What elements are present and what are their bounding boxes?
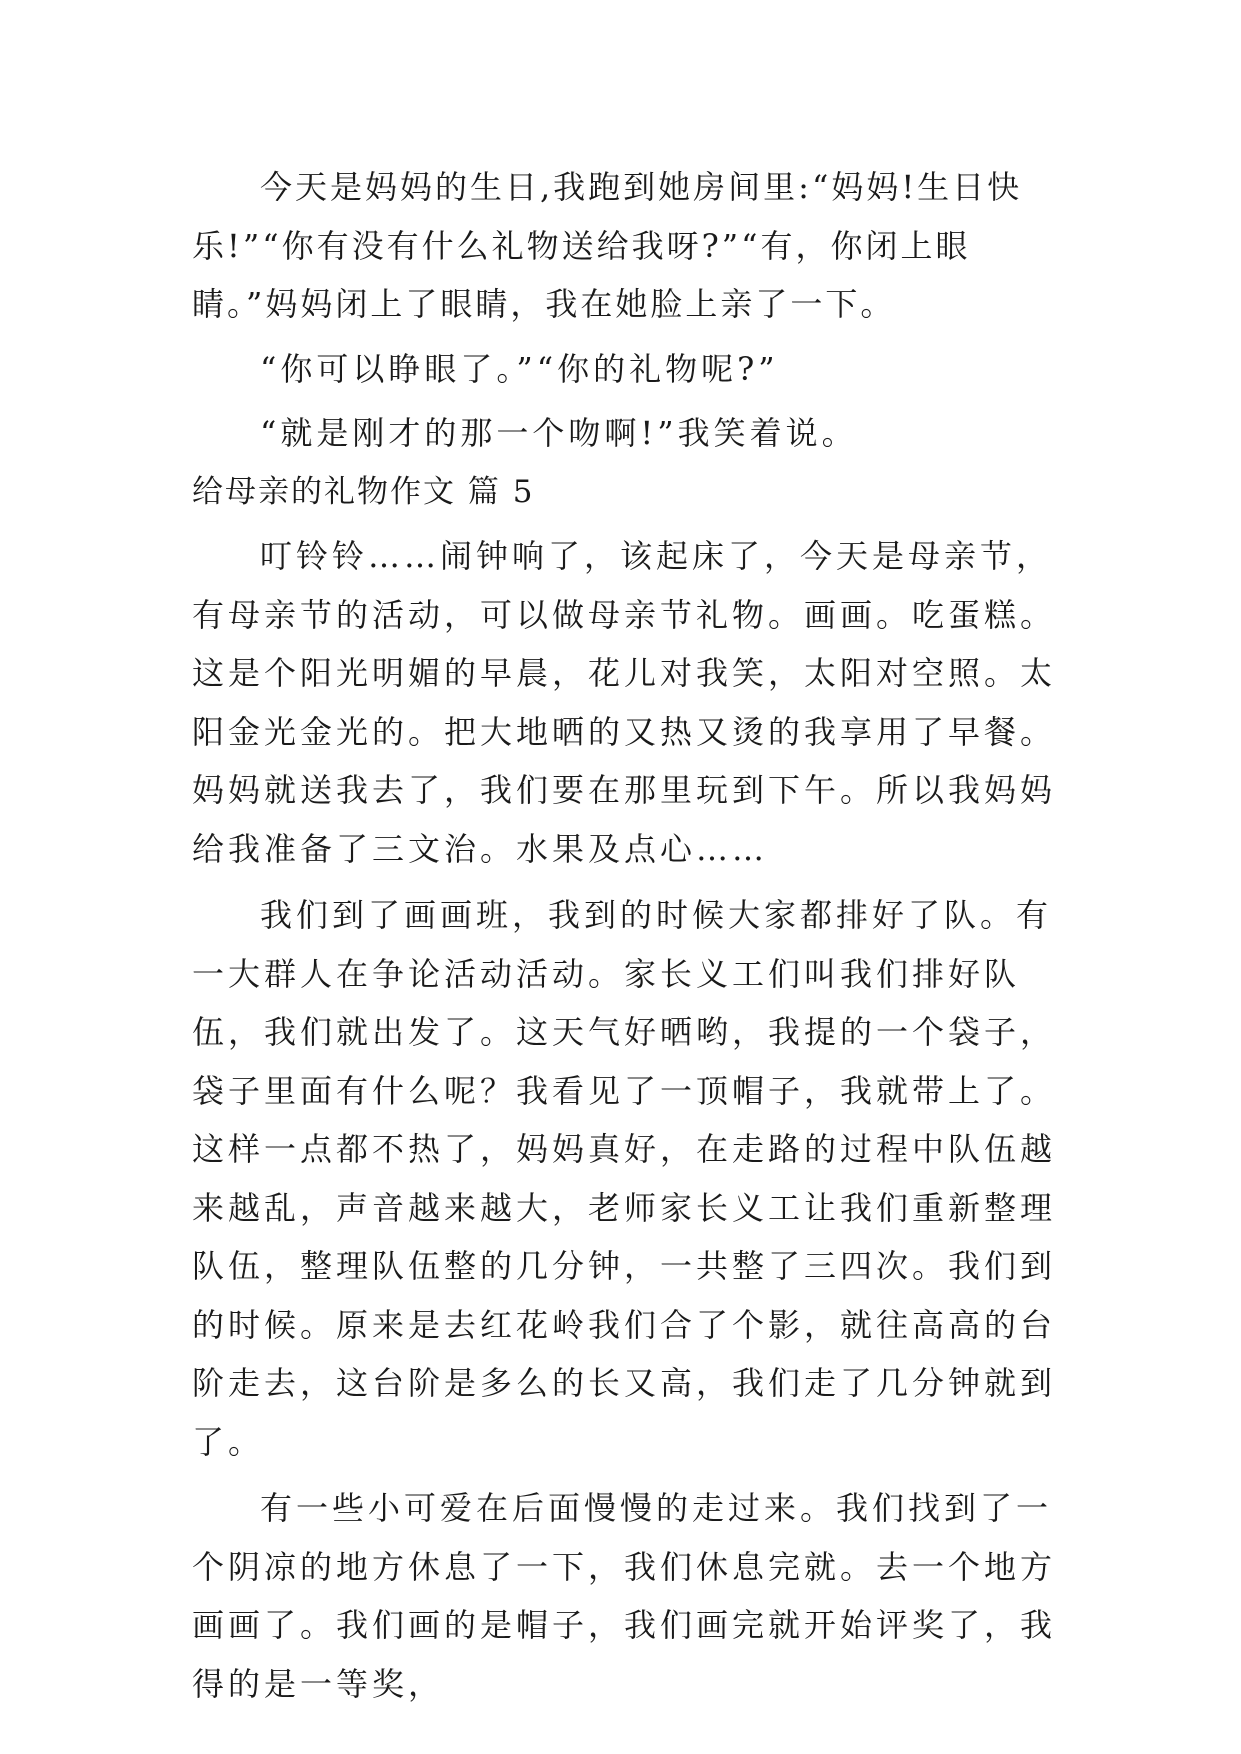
section-title: 给母亲的礼物作文 篇 5 (192, 473, 535, 510)
paragraph-drawing-class: 我们到了画画班，我到的时候大家都排好了队。有一大群人在争论活动活动。家长义工们叫我们排好队伍，我们就出发了。这天气好晒哟，我提的一个袋子，袋子里面有什么呢？我看见了一顶帽子，我就带上了。这样一点都不热了，妈妈真好，在走路的过程中队伍越来越乱，声音越来越大，老师家长义工让我们重新整理队伍，整理队伍整的几分钟，一共整了三四次。我们到的时候。原来是去红花岭我们合了个影，就往高高的台阶走去，这台阶是多么的长又高，我们走了几分钟就到了。 (192, 896, 1057, 1461)
paragraph-birthday: 今天是妈妈的生日,我跑到她房间里:“妈妈!生日快乐!”“你有没有什么礼物送给我呀?”“有，你闭上眼睛。”妈妈闭上了眼睛，我在她脸上亲了一下。 (192, 168, 1023, 323)
paragraph-kiss: “就是刚才的那一个吻啊!”我笑着说。 (260, 414, 858, 452)
paragraph-alarm: 叮铃铃……闹钟响了，该起床了，今天是母亲节，有母亲节的活动，可以做母亲节礼物。画画。吃蛋糕。这是个阳光明媚的早晨，花儿对我笑，太阳对空照。太阳金光金光的。把大地晒的又热又烫的我享用了早餐。妈妈就送我去了，我们要在那里玩到下午。所以我妈妈给我准备了三文治。水果及点心…… (192, 537, 1057, 868)
paragraph-rest-and-award: 有一些小可爱在后面慢慢的走过来。我们找到了一个阴凉的地方休息了一下，我们休息完就。去一个地方画画了。我们画的是帽子，我们画完就开始评奖了，我得的是一等奖， (192, 1489, 1057, 1703)
article-body (192, 158, 1072, 1713)
paragraph-open-eyes: “你可以睁眼了。”“你的礼物呢?” (260, 349, 779, 388)
